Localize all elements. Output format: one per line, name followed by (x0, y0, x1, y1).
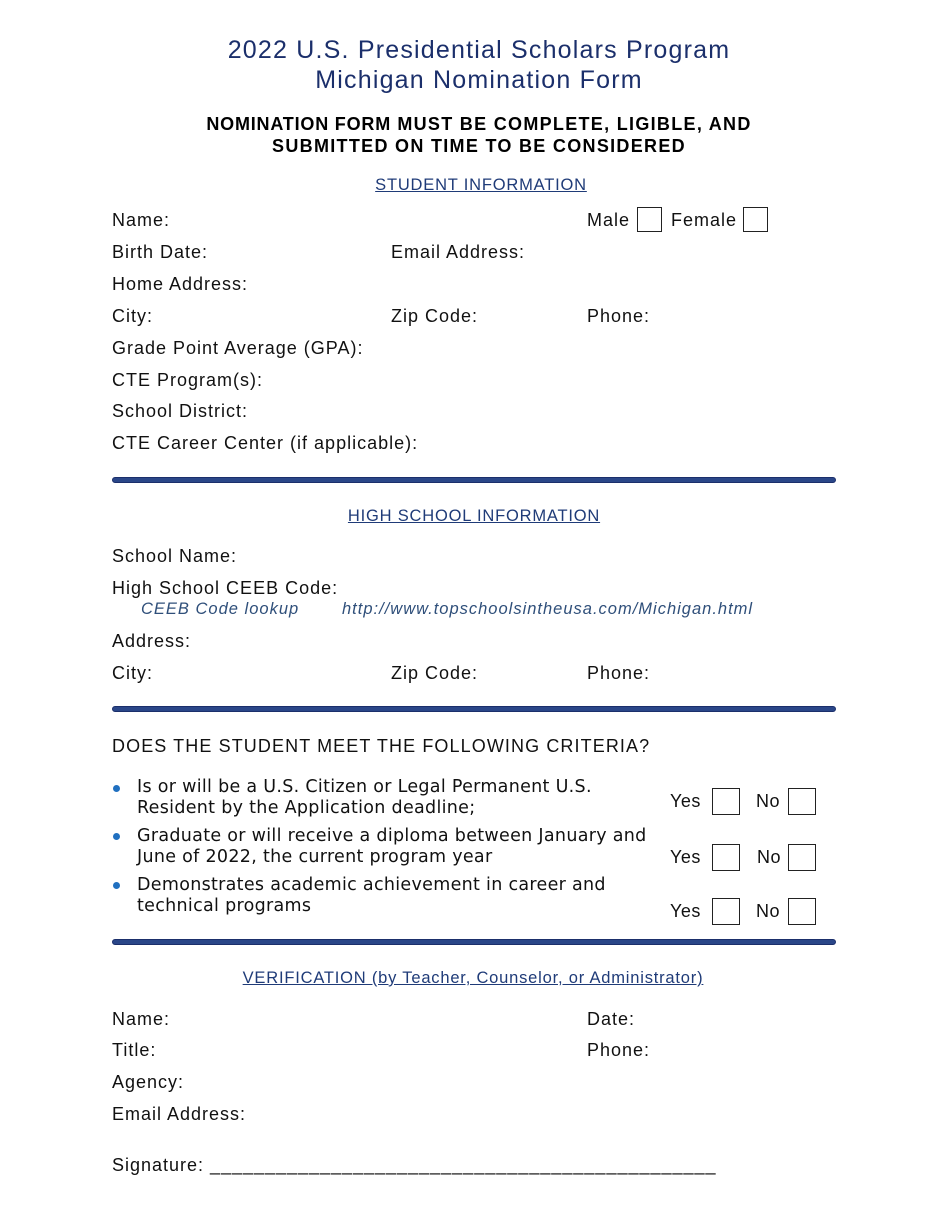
notice-rest: MUST BE COMPLETE, LIGIBLE, AND (397, 114, 752, 134)
bullet-icon (113, 882, 120, 889)
criteria-1-no-checkbox[interactable] (788, 788, 816, 815)
home-address-label: Home Address: (112, 274, 249, 294)
criteria-3-no-checkbox[interactable] (788, 898, 816, 925)
criteria-3-no-label: No (756, 901, 781, 921)
criteria-item-3 (137, 875, 637, 917)
verification-date-label: Date: (587, 1009, 636, 1029)
criteria-heading: DOES THE STUDENT MEET THE FOLLOWING CRITERIA? (112, 736, 651, 756)
school-phone-label: Phone: (587, 663, 651, 683)
criteria-item-3-line1: Demonstrates academic achievement in career and (137, 875, 606, 895)
student-zip-label: Zip Code: (391, 306, 479, 326)
male-checkbox[interactable] (637, 207, 662, 232)
criteria-2-no-label: No (757, 847, 782, 867)
form-title-line2: Michigan Nomination Form (315, 66, 643, 94)
ceeb-lookup-text: CEEB Code lookup (141, 600, 300, 618)
high-school-info-heading: HIGH SCHOOL INFORMATION (347, 507, 601, 525)
section-divider (112, 706, 836, 712)
female-checkbox[interactable] (743, 207, 768, 232)
criteria-item-2 (137, 826, 657, 868)
section-divider (112, 477, 836, 483)
criteria-3-yes-label: Yes (670, 901, 701, 921)
verifier-phone-label: Phone: (587, 1040, 651, 1060)
section-divider (112, 939, 836, 945)
criteria-1-yes-label: Yes (670, 791, 701, 811)
verifier-email-label: Email Address: (112, 1104, 247, 1124)
school-address-label: Address: (112, 631, 192, 651)
gpa-label: Grade Point Average (GPA): (112, 338, 364, 358)
criteria-2-yes-checkbox[interactable] (712, 844, 740, 871)
notice-line2: SUBMITTED ON TIME TO BE CONSIDERED (272, 136, 686, 156)
female-label: Female (671, 210, 738, 230)
form-title-line1: 2022 U.S. Presidential Scholars Program (227, 36, 731, 64)
male-label: Male (587, 210, 631, 230)
criteria-item-1-line2: Resident by the Application deadline; (137, 798, 476, 818)
bullet-icon (113, 785, 120, 792)
criteria-item-1 (137, 777, 637, 819)
verifier-name-label: Name: (112, 1009, 171, 1029)
ceeb-code-label: High School CEEB Code: (112, 578, 339, 598)
criteria-2-no-checkbox[interactable] (788, 844, 816, 871)
criteria-item-2-line1: Graduate or will receive a diploma between January and (137, 826, 647, 846)
student-phone-label: Phone: (587, 306, 651, 326)
agency-label: Agency: (112, 1072, 185, 1092)
criteria-1-no-label: No (756, 791, 781, 811)
criteria-3-yes-checkbox[interactable] (712, 898, 740, 925)
criteria-item-1-line1: Is or will be a U.S. Citizen or Legal Permanent U.S. (137, 777, 592, 797)
career-center-label: CTE Career Center (if applicable): (112, 433, 419, 453)
signature-line[interactable]: Signature: ______________________________________________ (112, 1155, 717, 1175)
student-info-heading: STUDENT INFORMATION (375, 176, 587, 194)
student-name-label: Name: (112, 210, 171, 230)
bullet-icon (113, 833, 120, 840)
school-district-label: School District: (112, 401, 249, 421)
notice-line1 (0, 114, 950, 135)
criteria-item-3-line2: technical programs (137, 896, 312, 916)
cte-programs-label: CTE Program(s): (112, 370, 264, 390)
verifier-title-label: Title: (112, 1040, 157, 1060)
criteria-2-yes-label: Yes (670, 847, 701, 867)
ceeb-lookup-link[interactable]: http://www.topschoolsintheusa.com/Michigan.html (342, 600, 754, 618)
school-name-label: School Name: (112, 546, 238, 566)
criteria-1-yes-checkbox[interactable] (712, 788, 740, 815)
school-city-label: City: (112, 663, 153, 683)
student-city-label: City: (112, 306, 153, 326)
criteria-item-2-line2: June of 2022, the current program year (137, 847, 493, 867)
birth-date-label: Birth Date: (112, 242, 209, 262)
verification-heading: VERIFICATION (by Teacher, Counselor, or Administrator) (242, 969, 704, 987)
student-email-label: Email Address: (391, 242, 526, 262)
school-zip-label: Zip Code: (391, 663, 479, 683)
notice-bold: NOMINATION FORM (206, 114, 391, 134)
